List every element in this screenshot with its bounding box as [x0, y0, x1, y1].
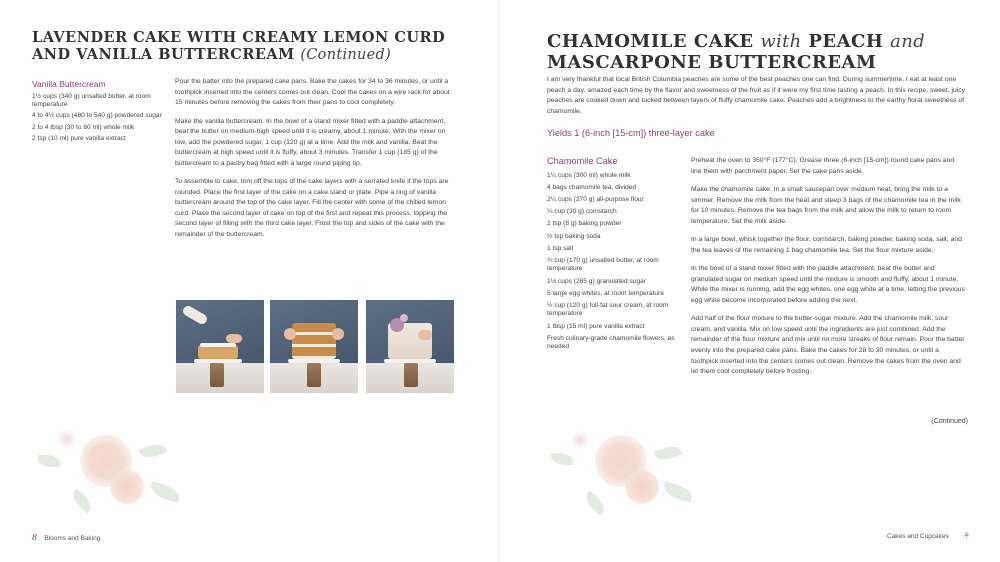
ingredient-item: ¾ cup (170 g) unsalted butter, at room temperature [547, 257, 659, 273]
ingredient-item: 4 to 4½ cups (480 to 540 g) powdered sugar [32, 112, 162, 120]
left-instructions [175, 77, 455, 248]
left-footer [32, 533, 100, 542]
flower-ornament-icon: ⚘ [963, 531, 971, 540]
left-recipe-title: LAVENDER CAKE WITH CREAMY LEMON CURD AND VANILLA BUTTERCREAM (Continued) [32, 29, 446, 63]
ingredient-item: 2¼ cups (270 g) all-purpose flour [547, 195, 644, 203]
instruction-paragraph: Add half of the flour mixture to the butter-sugar mixture. Add the chamomile milk, sour cream, and vanilla. Mix on low speed until the ingredients are just combined. Add the remainder of the flour mixture and mix until no more streaks of flour remain. Pour the batter evenly into the prepared cake pans. Bake the cakes for 28 to 30 minutes, or until a toothpick inserted into the centers comes out clean. Remove the cakes from the oven and let them cool completely before frosting. [691, 315, 965, 376]
watercolor-flowers-decoration [30, 425, 190, 525]
watercolor-flowers-decoration [545, 425, 705, 525]
ingredient-item: 1½ cups (340 g) unsalted butter, at room temperature [32, 92, 151, 109]
instruction-paragraph: Preheat the oven to 350°F (177°C). Grease three (6-inch [15-cm]) round cake pans and line them with parchment paper. Set the cake pans aside. [691, 157, 955, 175]
book-section-title: Blooms and Baking [44, 535, 101, 542]
page-number: 8 [32, 533, 38, 542]
subhead-chamomile-cake: Chamomile Cake [547, 156, 618, 166]
instruction-paragraph: Make the vanilla buttercream. In the bowl of a stand mixer fitted with a paddle attachment, beat the butter on medium-high speed until it is creamy, about 1 minute. With the mixer on low, add the powdered sugar, 1 cup (120 g) at a time. Add the milk and vanilla. Beat the buttercream at high speed until it is fluffy, about 3 minutes. Transfer 1 cup (185 g) of the buttercream to a pastry bag fitted with a large round piping tip. [175, 117, 446, 167]
instruction-paragraph: To assemble to cake, trim off the tops of the cake layers with a serrated knife if the tops are rounded. Place the first layer of the cake on a cake stand or plate. Pipe a ring of vanilla buttercream around the top of the cake layer. Fill the center with some of the chilled lemon curd. Place the second layer of cake on top of the first and repeat this process, topping the second layer of filling with the third cake layer. Frost the top and sides of the cake with the remainder of the buttercream. [175, 178, 449, 238]
ingredient-item: 1 tbsp (15 ml) pure vanilla extract [547, 322, 645, 330]
ingredient-item: ½ cup (120 g) full-fat sour cream, at room temperature [547, 302, 669, 318]
ingredient-item: 2 tsp (10 ml) pure vanilla extract [32, 135, 126, 143]
ingredient-item: 4 bags chamomile tea, divided [547, 183, 637, 191]
recipe-yield: Yields 1 (6-inch [15-cm]) three-layer cake [547, 128, 715, 138]
instruction-paragraph: Pour the batter into the prepared cake pans. Bake the cakes for 34 to 36 minutes, or until a toothpick inserted into the centers comes out clean. Cool the cakes on a wire rack for about 15 minutes before removing the cakes from their pans to cool completely. [175, 78, 450, 107]
photo-piping-buttercream [176, 300, 264, 393]
ingredient-item: ¼ cup (30 g) cornstarch [547, 208, 617, 216]
right-instructions [691, 156, 965, 386]
right-recipe-title: CHAMOMILE CAKE with PEACH and MASCARPONE BUTTERCREAM [547, 31, 925, 73]
instruction-paragraph: Make the chamomile cake. In a small saucepan over medium heat, bring the milk to a simmer. Remove the milk from the heat and steep 3 bags of the chamomile tea in the milk for 10 minutes. Remove the tea bags from the milk and allow the milk to return to room temperature. Set the milk aside. [691, 186, 961, 225]
chamomile-cake-ingredients [547, 156, 679, 355]
instruction-paragraph: In the bowl of a stand mixer fitted with the paddle attachment, beat the butter and granulated sugar on medium speed until the mixture is smooth and fluffy, about 1 minute. While the mixer is running, add the egg whites, one egg white at a time, letting the previous egg white become incorporated before adding the next. [691, 265, 965, 304]
ingredient-item: 1⅓ cups (265 g) granulated sugar [547, 277, 646, 285]
subhead-vanilla-buttercream: Vanilla Buttercream [32, 79, 106, 89]
photo-decorated-cake [366, 300, 454, 393]
recipe-intro: I am very thankful that local British Columbia peaches are some of the best peaches one can find. During summertime, I eat at least one peach a day, amazed each time by the flavor and sweetness of the fruit as if it were my first time tasting a peach. In this recipe, sweet, juicy peaches are cooked down and tucked between layers of fluffy chamomile cake. Peaches add a brightness to the earthy floral sweetness of chamomile. [547, 76, 966, 115]
ingredient-item: ½ tsp baking soda [547, 232, 601, 240]
photo-layered-cake [270, 300, 358, 393]
continued-script: (Continued) [300, 46, 392, 63]
ingredient-item: 1¼ cups (300 ml) whole milk [547, 171, 631, 179]
instruction-paragraph: In a large bowl, whisk together the flour, cornstarch, baking powder, baking soda, salt, and the tea leaves of the remaining 1 bag chamomile tea. Set the flour mixture aside. [691, 236, 962, 254]
ingredient-item: 1 tsp salt [547, 244, 574, 252]
ingredient-item: 2 to 4 tbsp (30 to 60 ml) whole milk [32, 123, 135, 131]
buttercream-ingredients [32, 79, 162, 147]
ingredient-item: 2 tsp (8 g) baking powder [547, 220, 622, 228]
continued-label: (Continued) [931, 418, 968, 425]
right-footer: Cakes and Cupcakes [887, 533, 949, 540]
ingredient-item: Fresh culinary-grade chamomile flowers, as needed [547, 334, 675, 351]
right-page [500, 0, 1000, 562]
ingredient-item: 5 large egg whites, at room temperature [547, 289, 664, 297]
